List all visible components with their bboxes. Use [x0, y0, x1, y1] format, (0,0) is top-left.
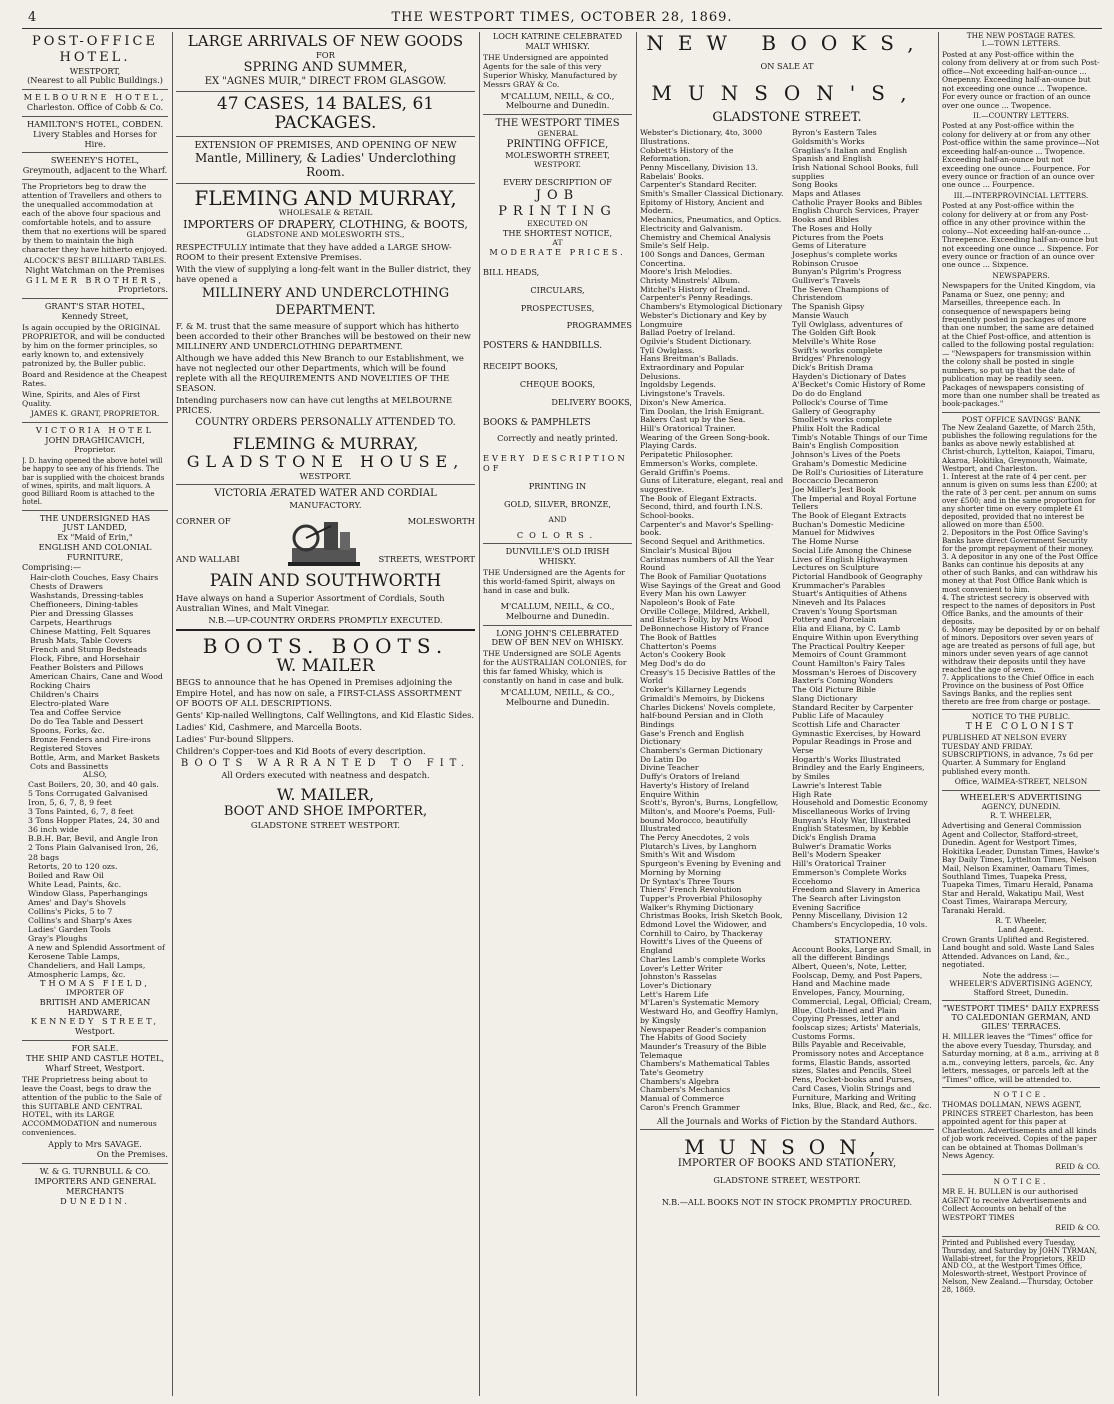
divider: [176, 183, 475, 184]
ad-line: N.B.—ALL BOOKS NOT IN STOCK PROMPTLY PROCURED.: [661, 1197, 913, 1208]
ad-heading: THE UNDERSIGNED HAS: [39, 512, 151, 523]
ad-heading: NEW BOOKS,: [646, 32, 928, 55]
ad-line: CHEQUE BOOKS,: [519, 378, 596, 389]
divider: [483, 543, 632, 544]
ad-line: Greymouth, adjacent to the Wharf.: [22, 165, 168, 176]
ad-line: COUNTRY ORDERS PERSONALLY ATTENDED TO.: [195, 417, 456, 429]
ad-line: Melbourne and Dunedin.: [505, 100, 610, 111]
ad-line: Land Agent.: [998, 924, 1044, 934]
ad-heading: MUNSON'S,: [651, 80, 923, 105]
ad-line: KENNEDY STREET,: [30, 1016, 160, 1027]
divider: [942, 790, 1100, 791]
ad-line: GENERAL: [537, 129, 578, 139]
ad-heading: GILMER BROTHERS,: [26, 274, 164, 285]
ad-line: Correctly and neatly printed.: [497, 433, 618, 444]
ad-line: MANUFACTORY.: [289, 499, 362, 510]
ad-line: NEWSPAPERS.: [992, 270, 1050, 280]
ad-line: BOOKS & PAMPHLETS: [483, 417, 591, 428]
book-lists: [640, 129, 934, 1112]
ad-line: Comprising:—: [22, 561, 82, 572]
ad-line: POSTERS & HANDBILLS.: [483, 341, 603, 352]
ad-text: The New Zealand Gazette, of March 25th, publishes the following regulations for the banks as above newly established at Christ-church, Lyttelton, Kaiapoi, Timaru, Akaroa, Hokitika, Greymouth, Waimate, Westport, and Charleston. 1. Interest at the rate of 4 per cent. per annum is given on sums less than £200; at the rate of 3 per cent. per annum on sums over £500; and in the same proportion for any shorter time on every complete £1 deposited, provided that no interest be allowed on more than £500. 2. Depositors in the Post Office Saving's Banks have direct Government Security for the prompt repayment of their money. 3. A depositor in any one of the Post Office Banks can continue his deposits at any other of such Banks, and can withdraw his money at that Post Office Bank which is most convenient to him. 4. The strictest secrecy is observed with respect to the names of depositors in Post Office Banks, and the amounts of their deposits. 6. Money may be deposited by or on behalf of minors. Depositors over seven years of age are treated as persons of full age, but minors under seven years of age cannot withdraw their deposits until they have reached the age of seven. 7. Applications to the Chief Office in each Province on the business of Post Office Savings Banks, and the replies sent thereto are free from charge or postage.: [942, 423, 1100, 707]
ad-heading: LOCH KATRINE CELEBRATED: [492, 32, 623, 41]
ad-line: WESTPORT.: [299, 470, 352, 481]
ad-line: REID & CO.: [1055, 1161, 1100, 1171]
post-office-hotel-ad: [22, 34, 168, 86]
ad-text: J. D. having opened the above hotel will be happy to see any of his friends. The bar is supplied with the choicest brands of wines, spirits, and malt liquors. A good Billiard Room is attached to the hotel.: [22, 457, 165, 507]
ad-text: THE Undersigned are SOLE Agents for the AUSTRALIAN COLONIES, for this far famed Whisky, which is constantly on hand in case and bulk.: [483, 649, 627, 686]
ad-text: Ladies' Kid, Cashmere, and Marcella Boots.: [176, 721, 362, 732]
book-list-right: Byron's Eastern Tales Goldsmith's Works Graglias's Italian and English Spanish and English Irish National School Books, full supplies Song Books Maps and Atlases Catholic Prayer Books and Bibles English Church Services, Prayer Books and Bibles The Roses and Holly Pictures from the Poets Gems of Literature Josephus's complete works Robinson Crusoe Bunyan's Pilgrim's Progress Gulliver's Travels The Seven Champions of Christendom The Spanish Gipsy Mansie Wauch Tyll Owlglass, adventures of The Golden Gift Book Melville's White Rose Swift's works complete Bridges' Phrenology Dick's British Drama Hayden's Dictionary of Dates A'Becket's Comic History of Rome Do do do England Pollock's Course of Time Gallery of Geography Smollet's works complete Philix Holt the Radical Timb's Notable Things of our Time Bain's English Composition Johnson's Lives of the Poets Graham's Domestic Medicine De Roll's Curiosities of Literature Boccaccio Decameron Joe Miller's Jest Book The Imperial and Royal Fortune Tellers The Book of Elegant Extracts Buchan's Domestic Medicine Manuel for Midwives The Home Nurse Social Life Among the Chinese Lives of English Highwaymen Lectures on Sculpture Pictorial Handbook of Geography Krummacher's Parables Stuart's Antiquities of Athens Nineveh and Its Palaces Craven's Young Sportsman Pottery and Porcelain Elia and Eliana, by C. Lamb Enquire Within upon Everything The Practical Poultry Keeper Memoirs of Count Grammont Count Hamilton's Fairy Tales Mossman's Heroes of Discovery Baxter's Coming Wonders The Old Picture Bible Slang Dictionary Standard Reciter by Carpenter Public Life of Macauley Scottish Life and Character Gymnastic Exercises, by Howard Popular Readings in Prose and Verse Hogarth's Works Illustrated Brindley and the Early Engineers, by Smiles Lawrie's Interest Table High Rate Household and Domestic Economy Miscellaneous Works of Irving Bunyan's Holy War, Illustrated English Statesmen, by Kebble Dick's English Drama Bulwer's Dramatic Works Bell's Modern Speaker Hill's Oratorical Trainer Emmerson's Complete Works Eccehomo Freedom and Slavery in America The Search after Livingston Evening Sacrifice Penny Miscellany, Division 12 Chambers's Encyclopedia, 10 vols.: [792, 128, 928, 930]
ad-line: WHOLESALE & RETAIL: [278, 207, 373, 217]
ad-line: (Nearest to all Public Buildings.): [27, 75, 163, 86]
ad-line: ENGLISH AND COLONIAL: [38, 542, 152, 553]
ad-heading: JOB PRINTING: [498, 187, 617, 220]
ad-line: All the Journals and Works of Fiction by the Standard Authors.: [656, 1115, 918, 1126]
ad-heading: VICTORIA HOTEL: [35, 425, 155, 436]
cordial-ad-graphic-row: [176, 510, 475, 572]
ad-line: DELIVERY BOOKS,: [551, 396, 632, 407]
ad-line: Ex "Maid of Erin,": [57, 532, 133, 543]
divider: [22, 1163, 168, 1164]
ad-line: FOR: [316, 50, 335, 60]
ad-line: ALCOCK'S BEST BILLIARD TABLES.: [23, 255, 167, 265]
ad-heading: THE COLONIST: [965, 721, 1077, 732]
column-rule: [938, 32, 939, 1396]
ad-line: Stafford Street, Dunedin.: [973, 987, 1069, 997]
ad-heading: SWEENEY'S HOTEL,: [50, 155, 140, 166]
ad-heading: HAMILTON'S HOTEL, COBDEN. Livery Stables and Horses for Hire.: [27, 118, 163, 149]
ad-heading: PAIN AND SOUTHWORTH: [209, 570, 442, 591]
ad-heading: MELBOURNE HOTEL,: [23, 92, 167, 103]
ad-line: Night Watchman on the Premises: [25, 264, 165, 275]
ad-text: MR E. H. BULLEN is our authorised AGENT to receive Advertisements and Collect Accounts on behalf of the WESTPORT TIMES: [942, 1187, 1087, 1222]
divider: [483, 114, 632, 115]
ad-line: II.—COUNTRY LETTERS.: [973, 110, 1069, 120]
divider: [22, 152, 168, 153]
ad-line: ALSO,: [83, 770, 107, 780]
ad-line: JOHN DRAGHICAVICH,: [45, 435, 145, 446]
ad-text: Newspapers for the United Kingdom, via Panama or Suez, one penny; and Marseilles, threepence each. In consequence of newspapers being frequently posted in packages of more than one number, the same are detained at the Chief Post-office, and attention is called to the following postal regulation:— "Newspapers for transmission within the colony shall be posted in single numbers, so put up that the date of publication may be readily seen. Packages of newspapers consisting of more than one number shall be treated as book-packages.": [942, 281, 1100, 409]
ad-line: M'CALLUM, NEILL, & CO.,: [500, 90, 615, 101]
ad-line: WHISKY.: [538, 556, 577, 567]
ad-text: PUBLISHED AT NELSON EVERY TUESDAY AND FRIDAY. SUBSCRIPTIONS, in advance, 7s 6d per Quarter. A Summary for England published every month.: [942, 733, 1094, 776]
column-rule: [172, 32, 173, 1396]
ad-line: AT: [552, 238, 563, 248]
ad-heading: IMPORTER OF BOOKS AND STATIONERY,: [677, 1158, 897, 1170]
ad-line: Kennedy Street,: [61, 311, 129, 322]
ad-text: The Proprietors beg to draw the attention of Travellers and others to the unequalled accommodation at each of the above four spacious and comfortable hotels, and to assure them that no exertions will be spared by them to maintain the high character they have hitherto enjoyed.: [22, 182, 168, 254]
ad-heading: FLEMING AND MURRAY,: [194, 185, 457, 210]
ad-heading: VICTORIA ÆRATED WATER AND CORDIAL: [214, 487, 437, 499]
ad-text: Advertising and General Commission Agent and Collector, Stafford-street, Dunedin. Agent for Westport Times, Hokitika Leader, Dunstan Times, Hawke's Bay Daily Times, Lyttelton Times, Nelson Mail, Nelson Examiner, Oamaru Times, Southland Times, Tuapeka Press, Tuapeka Times, Timaru Herald, Panama Star and Herald, Wakatipu Mail, West Coast Times, Wairarapa Mercury, Taranaki Herald.: [942, 821, 1100, 915]
ad-text: THE Undersigned are the Agents for this world-famed Spirit, always on hand in case and bulk.: [483, 568, 625, 595]
ad-line: PROGRAMMES: [566, 320, 632, 331]
ad-line: WESTPORT.: [534, 159, 581, 169]
ad-line: EVERY DESCRIPTION OF: [503, 176, 612, 187]
ad-heading: BOOT AND SHOE IMPORTER,: [223, 803, 428, 819]
ad-line: Apply to Mrs SAVAGE.: [48, 1139, 142, 1150]
column-1: [22, 32, 168, 1396]
ad-text: Intending purchasers now can have cut lengths at MELBOURNE PRICES.: [176, 395, 453, 416]
ad-heading: SPRING AND SUMMER,: [243, 60, 408, 76]
ad-line: IMPORTERS AND GENERAL: [34, 1175, 156, 1186]
ad-line: CORNER OF: [176, 515, 231, 526]
ad-line: Proprietors.: [118, 284, 168, 295]
ad-text: BEGS to announce that he has Opened in Premises adjoining the Empire Hotel, and has now on sale, a FIRST-CLASS ASSORTMENT OF BOOTS OF ALL DESCRIPTIONS.: [176, 677, 462, 708]
ad-line: JUST LANDED,: [63, 522, 127, 533]
ad-line: M'CALLUM, NEILL, & CO.,: [500, 600, 615, 611]
page-number: 4: [28, 10, 37, 25]
ad-line: Westport.: [74, 1026, 116, 1037]
divider: [942, 412, 1100, 413]
ad-line: AND WALLABI: [176, 553, 240, 564]
ad-heading: DUNVILLE'S OLD IRISH: [505, 546, 610, 557]
ad-line: MOLESWORTH: [407, 515, 475, 526]
divider: [942, 1174, 1100, 1175]
ad-heading: NOTICE.: [993, 1176, 1049, 1186]
ad-heading: W. & G. TURNBULL & CO.: [39, 1166, 151, 1177]
column-3: [483, 32, 632, 1396]
ad-heading: THOMAS FIELD,: [39, 977, 151, 988]
ad-line: RECEIPT BOOKS,: [483, 361, 558, 372]
ad-line: EXECUTED ON: [527, 219, 588, 229]
ad-heading: "WESTPORT TIMES" DAILY EXPRESS TO CALEDONIAN GERMAN, AND GILES' TERRACES.: [942, 1004, 1100, 1032]
divider: [176, 91, 475, 92]
hardware-list: Cast Boilers, 20, 30, and 40 gals. 5 Tons Corrugated Galvanised Iron, 5, 6, 7, 8, 9 feet 3 Tons Painted, 6, 7, 8 feet 3 Tons Hopper Plates, 24, 30 and 36 inch wide B.B.H. Bar, Bevil, and Angle Iron 2 Tons Plain Galvanised Iron, 26, 28 bags Retorts, 20 to 120 ozs. Boiled and Raw Oil White Lead, Paints, &c. Window Glass, Paperhangings Ames' and Day's Shovels Collins's Picks, 5 to 7 Collins's and Sharp's Axes Ladies' Garden Tools Gray's Ploughs A new and Splendid Assortment of Kerosene Table Lamps, Chandeliers, and Hall Lamps, Atmospheric Lamps, &c.: [28, 780, 165, 979]
ad-line: III.—INTERPROVINCIAL LETTERS.: [953, 190, 1089, 200]
ad-signature: JAMES K. GRANT, PROPRIETOR.: [30, 409, 160, 419]
ad-heading: W. MAILER: [276, 655, 375, 676]
ad-text: Ladies' Fur-bound Slippers.: [176, 733, 294, 744]
ad-line: Note the address :—: [982, 970, 1060, 980]
ad-line: All Orders executed with neatness and despatch.: [221, 769, 430, 780]
ad-text: THE Proprietress being about to leave the Coast, begs to draw the attention of the public to the Sale of this SUITABLE AND CENTRAL HOTEL, with its LARGE ACCOMMODATION and numerous conveniences.: [22, 1074, 162, 1138]
divider: [176, 629, 475, 631]
ad-line: GLADSTONE STREET WESTPORT.: [250, 819, 401, 830]
ad-text: THE Undersigned are appointed Agents for the sale of this very Superior Whisky, Manufactured by Messrs GRAY & Co.: [483, 52, 618, 89]
column-rule: [636, 32, 637, 1396]
ad-line: DEW OF BEN NEV on WHISKY.: [491, 637, 624, 648]
divider: [22, 89, 168, 90]
ad-heading: GLADSTONE HOUSE,: [186, 452, 465, 472]
ad-line: AGENCY, DUNEDIN.: [981, 802, 1061, 812]
ad-line: DUNEDIN.: [60, 1195, 130, 1206]
ad-line: BRITISH AND AMERICAN: [39, 996, 151, 1007]
imprint: Printed and Published every Tuesday, Thursday, and Saturday by JOHN TYRMAN, Wallabi-street, for the Proprietors, REID AND CO., at the Westport Times Office, Molesworth-street, Westport Province of Nelson, New Zealand.—Thursday, October 28, 1869.: [942, 1238, 1097, 1295]
ad-line: EXTENSION OF PREMISES, AND OPENING OF NEW: [194, 139, 457, 151]
ad-line: COLORS.: [516, 529, 599, 540]
ad-text: Posted at any Post-office within the colony from delivery at or from such Post-office—Not exceeding half-an-ounce ... Onepenny. Exceeding half-an-ounce but not exceeding one ounce ... Twopence. For every ounce or fraction of an ounce over one ounce ... Twopence.: [942, 49, 1100, 110]
ad-line: REID & CO.: [1055, 1223, 1100, 1233]
ad-text: F. & M. trust that the same measure of support which has hitherto been accorded to their other Branches will be bestowed on their new MILLINERY AND UNDERCLOTHING DEPARTMENT.: [176, 320, 471, 351]
ad-heading: NOTICE.: [993, 1090, 1049, 1100]
ad-line: FURNITURE,: [66, 551, 124, 562]
ad-text: Board and Residence at the Cheapest Rates.: [22, 369, 168, 388]
divider: [22, 510, 168, 511]
ad-text: Posted at any Post-office within the colony for delivery at or from any Post-office in any other province within the colony—Not exceeding half-an-ounce ... Threepence. Exceeding half-an-ounce but not exceeding one ounce ... Sixpence. For every ounce or fraction of an ounce over one ounce ... Sixpence.: [942, 201, 1099, 270]
ad-text: Children's Copper-toes and Kid Boots of every description.: [176, 745, 426, 756]
ad-line: MALT WHISKY.: [525, 40, 590, 51]
ad-heading: THE NEW POSTAGE RATES.: [966, 32, 1076, 40]
ad-line: HARDWARE,: [67, 1006, 123, 1017]
divider: [942, 1000, 1100, 1001]
book-list-left: Webster's Dictionary, 4to, 3000 Illustrations. Cobbett's History of the Reformation. Penny Miscellany, Division 13. Rabelais' Books. Carpenter's Standard Reciter. Smith's Smaller Classical Dictionary. Epitomy of History, Ancient and Modern. Mechanics, Pneumatics, and Optics. Electricity and Galvanism. Chemistry and Chemical Analysis Smile's Self Help. 100 Songs and Dances, German Concertina. Moore's Irish Melodies. Christy Minstrels' Album. Mitchel's History of Ireland. Carpenter's Penny Readings. Chambers's Etymological Dictionary Webster's Dictionary and Key by Longmuire Ballad Poetry of Ireland. Ogilvie's Student Dictionary. Tyll Owlglass. Hans Breitman's Ballads. Extraordinary and Popular Delusions. Ingoldsby Legends. Livingstone's Travels. Dixon's New America. Tim Doolan, the Irish Emigrant. Bakers Cast up by the Sea. Hill's Oratorical Trainer. Wearing of the Green Song-book. Playing Cards. Peripatetic Philosopher. Emmerson's Works, complete. Gerald Griffin's Poems. Guns of Literature, elegant, real and suggestive. The Book of Elegant Extracts. Second, third, and fourth I.N.S. School-books. Carpenter's and Mavor's Spelling-book. Second Sequel and Arithmetics. Sinclair's Musical Bijou Caristmas numbers of All the Year Round The Book of Familiar Quotations Wise Sayings of the Great and Good Every Man his own Lawyer Napoleon's Book of Fate Orville College, Mildred, Arkhell, and Elster's Folly, by Mrs Wood DeBonnechose History of France The Book of Battles Chatterton's Poems Acton's Cookery Book Meg Dod's do do Creasy's 15 Decisive Battles of the World Croker's Killarney Legends Grimaldi's Memoirs, by Dickens Charles Dickens' Novels complete, half-bound Persian and in Cloth Bindings Gase's French and English Dictionary Chambers's German Dictionary Do Latin Do Divine Teacher Duffy's Orators of Ireland Haverty's History of Ireland Enquire Within Scott's, Byron's, Burns, Longfellow, Milton's, and Moore's Poems, Full-bound Morocco, beautifully Illustrated The Percy Anecdotes, 2 vols Plutarch's Lives, by Langhorn Smith's Wit and Wisdom Spurgeon's Evening by Evening and Morning by Morning Dr Syntax's Three Tours Thiers' French Revolution Tupper's Proverbial Philosophy Walker's Rhyming Dictionary Christmas Books, Irish Sketch Book, Edmond Lovel the Widower, and Cornhill to Cairo, by Thackeray Howitt's Lives of the Queens of England Charles Lamb's complete Works Lover's Letter Writer Johnston's Rasselas Lover's Dictionary Lett's Harem Life M'Laren's Systematic Memory Westward Ho, and Geoffry Hamlyn, by Kingsly Newspaper Reader's companion The Habits of Good Society Maunder's Treasury of the Bible Telemaque Chambers's Mathematical Tables Tate's Geometry Chambers's Algebra Chambers's Mechanics Manual of Commerce Caron's French Grammer: [640, 128, 784, 1112]
divider: [22, 179, 168, 180]
ad-line: BOOTS WARRANTED TO FIT.: [180, 757, 471, 769]
ad-line: Proprietor.: [74, 445, 116, 455]
book-list-right-column: [792, 129, 934, 1112]
column-4: [640, 32, 934, 1396]
column-rule: [479, 32, 480, 1396]
divider: [176, 484, 475, 485]
ad-text: RESPECTFULLY intimate that they have added a LARGE SHOW-ROOM to their present Extensive Premises.: [176, 241, 452, 263]
ad-heading: Mantle, Millinery, & Ladies' Underclothing Room.: [194, 151, 457, 180]
masthead: [22, 8, 1102, 29]
divider: [22, 1040, 168, 1041]
column-2: [176, 32, 475, 1396]
ad-heading: LONG JOHN'S CELEBRATED: [496, 627, 619, 638]
ad-line: AND: [548, 514, 567, 524]
ad-text: Wine, Spirits, and Ales of First Quality.: [22, 389, 141, 408]
ad-heading: 47 CASES, 14 BALES, 61 PACKAGES.: [216, 94, 435, 134]
ad-text: Although we have added this New Branch to our Establishment, we have not neglected our other Departments, which will be found replete with all the REQUIREMENTS AND NOVELTIES OF THE SEASON.: [176, 353, 464, 394]
ad-heading: THE WESTPORT TIMES: [495, 118, 620, 130]
ad-line: Melbourne and Dunedin.: [505, 610, 610, 621]
ad-heading: NOTICE TO THE PUBLIC.: [971, 712, 1071, 722]
ad-heading: STATIONERY.: [834, 934, 892, 945]
ad-line: PROSPECTUSES,: [520, 302, 595, 313]
ad-line: EX "AGNES MUIR," DIRECT FROM GLASGOW.: [204, 76, 447, 88]
ad-text: H. MILLER leaves the "Times" office for the above every Tuesday, Thursday, and Saturday morning, at 8 a.m., arriving at 8 a.m., conveying letters, parcels, &c. Any letters, messages, or parcels left at the "Times" office, will be attended to.: [942, 1032, 1099, 1084]
divider: [22, 298, 168, 299]
ad-text: Crown Grants Uplifted and Registered. Land bought and sold. Waste Land Sales Attended. Advances on Land, &c., negotiated.: [942, 935, 1095, 970]
ad-heading: POST OFFICE SAVINGS' BANK: [961, 414, 1081, 424]
column-5: [942, 32, 1100, 1396]
divider: [942, 1087, 1100, 1088]
ad-line: M'CALLUM, NEILL, & CO.,: [500, 687, 615, 698]
ad-line: ON SALE AT: [760, 61, 814, 71]
ad-line: R. T. WHEELER,: [990, 810, 1052, 820]
ad-line: MOLESWORTH STREET,: [505, 150, 610, 161]
ad-heading: FLEMING & MURRAY,: [232, 434, 419, 454]
divider: [483, 625, 632, 626]
ad-line: Melbourne and Dunedin.: [505, 696, 610, 707]
divider: [942, 709, 1100, 710]
divider: [22, 422, 168, 423]
divider: [640, 1129, 934, 1130]
machine-engraving-icon: [284, 512, 364, 570]
ad-line: MERCHANTS: [65, 1185, 125, 1196]
ad-line: R. T. Wheeler,: [995, 916, 1047, 926]
ad-line: On the Premises.: [96, 1149, 168, 1160]
stationery-list: Account Books, Large and Small, in all the different Bindings Albert, Queen's, Note, Letter, Foolscap, Demy, and Post Papers, Hand and Machine made Envelopes, Fancy, Mourning, Commercial, Legal, Official; Cream, Blue, Cloth-lined and Plain Copying Presses, letter and foolscap sizes; Artists' Materials, Customs Forms. Bills Payable and Receivable, Promissory notes and Acceptance forms, Elastic Bands, assorted sizes, Slates and Pencils, Steel Pens, Pocket-books and Purses, Card Cases, Violin Strings and Furniture, Marking and Writing Inks, Blue, Black, and Red, &c., &c.: [792, 944, 932, 1111]
ad-heading: FOR SALE.: [71, 1043, 119, 1054]
ad-line: GLADSTONE STREET, WESTPORT.: [713, 1175, 861, 1186]
ad-line: Charleston. Office of Cobb & Co.: [26, 102, 164, 113]
ad-line: PRINTING IN: [528, 480, 587, 491]
ad-text: Is again occupied by the ORIGINAL PROPRIETOR, and will be conducted by him on the former principles, so early known to, and extensively patronized by, the Buller public.: [22, 322, 166, 368]
divider: [942, 1236, 1100, 1237]
divider: [176, 136, 475, 137]
ad-line: Wharf Street, Westport.: [45, 1062, 145, 1073]
ad-heading: PRINTING OFFICE,: [506, 139, 609, 151]
ad-heading: W. MAILER,: [276, 785, 375, 805]
ad-line: GOLD, SILVER, BRONZE,: [503, 498, 612, 509]
ad-heading: POST-OFFICE HOTEL.: [32, 34, 158, 66]
ad-line: STREETS, WESTPORT: [378, 553, 475, 564]
ad-line: THE SHIP AND CASTLE HOTEL,: [25, 1052, 165, 1063]
ad-text: Posted at any Post-office within the colony for delivery at or from any other Post-office within the same province—Not exceeding half-an-ounce ... Twopence. Exceeding half-an-ounce but not exceeding one ounce ... Fourpence. For every ounce or fraction of an ounce over one ounce ... Fourpence.: [942, 121, 1100, 190]
ad-text: With the view of supplying a long-felt want in the Buller district, they have opened a: [176, 264, 472, 285]
ad-heading: MUNSON,: [684, 1135, 890, 1160]
ad-heading: GLADSTONE STREET.: [712, 109, 862, 125]
newspaper-title: THE WESTPORT TIMES, OCTOBER 28, 1869.: [391, 10, 733, 25]
ad-line: GLADSTONE AND MOLESWORTH STS.,: [246, 230, 405, 240]
ad-line: EVERY DESCRIPTION OF: [483, 453, 628, 474]
ad-line: N.B.—UP-COUNTRY ORDERS PROMPTLY EXECUTED.: [208, 614, 443, 625]
ad-heading: MILLINERY AND UNDERCLOTHING DEPARTMENT.: [201, 286, 450, 318]
ad-heading: LARGE ARRIVALS OF NEW GOODS: [187, 32, 464, 50]
ad-line: MODERATE PRICES.: [489, 247, 626, 258]
ad-line: THE SHORTEST NOTICE,: [502, 228, 613, 239]
ad-text: Have always on hand a Superior Assortment of Cordials, South Australian Wines, and Malt Vinegar.: [176, 592, 445, 613]
divider: [22, 116, 168, 117]
ad-text: Gents' Kip-nailed Wellingtons, Calf Wellingtons, and Kid Elastic Sides.: [176, 709, 475, 720]
ad-heading: IMPORTERS OF DRAPERY, CLOTHING, & BOOTS,: [183, 217, 468, 231]
ad-line: I.—TOWN LETTERS.: [981, 39, 1061, 49]
furniture-list: Hair-cloth Couches, Easy Chairs Chests of Drawers Washstands, Dressing-tables Cheffioneers, Dining-tables Pier and Dressing Glasses Carpets, Hearthrugs Chinese Matting, Felt Squares Brush Mats, Table Covers French and Stump Bedsteads Flock, Fibre, and Horsehair Feather Bolsters and Pillows American Chairs, Cane and Wood Rocking Chairs Children's Chairs Electro-plated Ware Tea and Coffee Service Do do Tea Table and Dessert Spoons, Forks, &c. Bronze Fenders and Fire-irons Registered Stoves Bottle, Arm, and Market Baskets Cots and Bassinetts: [30, 572, 163, 772]
ad-line: CIRCULARS,: [530, 284, 585, 295]
ad-text: THOMAS DOLLMAN, NEWS AGENT, PRINCES STREET Charleston, has been appointed agent for this paper at Charleston. Advertisements and all kinds of job work received. Copies of the paper can be obtained at Thomas Dollman's News Agency.: [942, 1100, 1097, 1161]
ad-heading: GRANT'S STAR HOTEL,: [44, 301, 146, 312]
ad-line: WESTPORT,: [69, 65, 121, 76]
ad-line: BILL HEADS,: [483, 266, 540, 277]
ad-line: Office, WAIMEA-STREET, NELSON: [954, 777, 1088, 787]
ad-heading: BOOTS. BOOTS.: [202, 633, 449, 658]
ad-line: IMPORTER OF: [66, 987, 124, 997]
ad-line: WHEELER'S ADVERTISING AGENCY,: [949, 979, 1093, 989]
ad-heading: WHEELER'S ADVERTISING: [960, 792, 1082, 803]
